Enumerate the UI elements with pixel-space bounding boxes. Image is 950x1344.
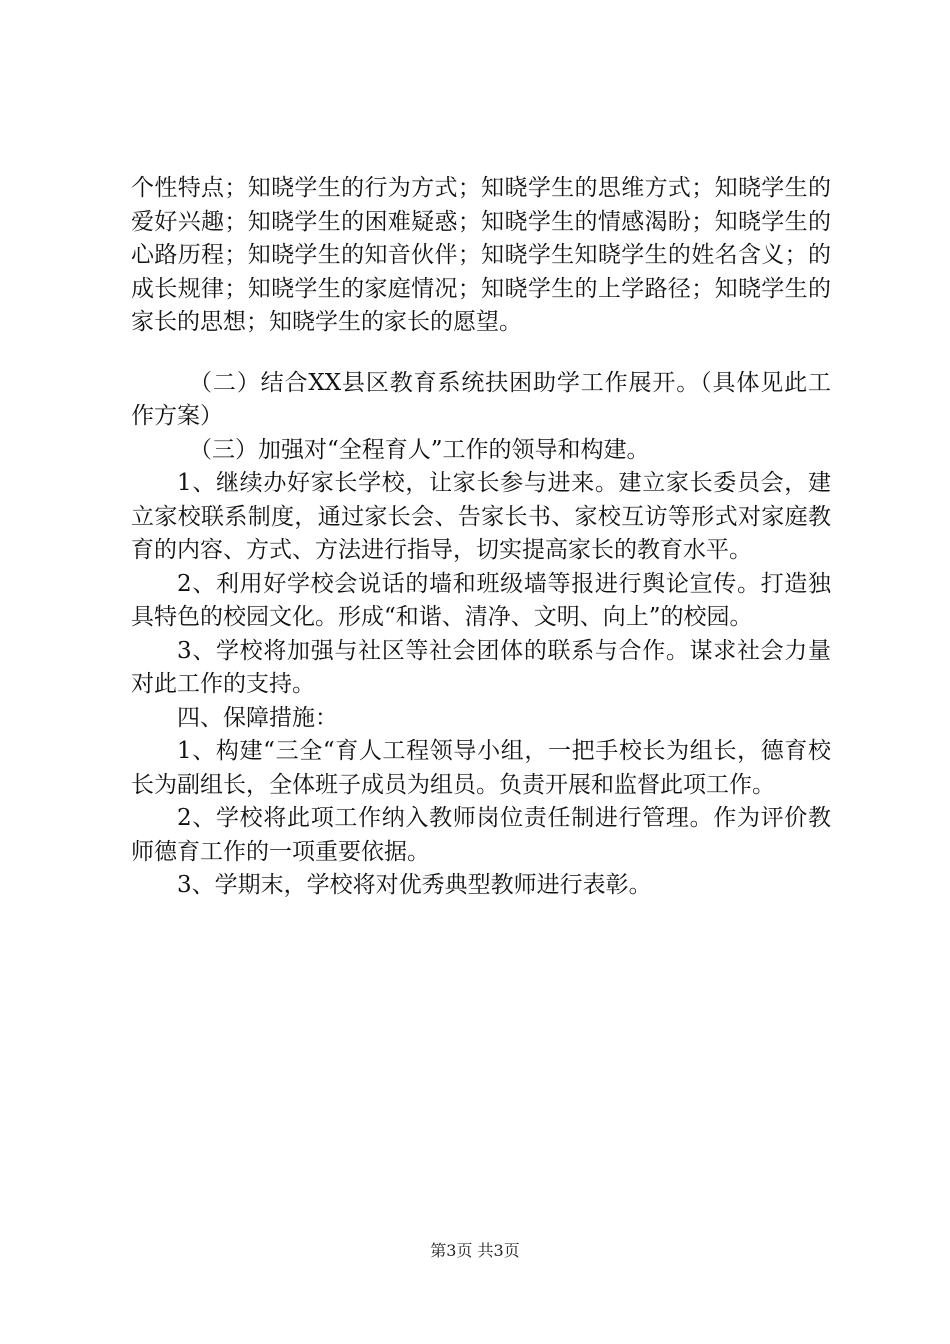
page-footer: 第3页 共3页: [430, 1241, 520, 1260]
list-item-1: 1、继续办好家长学校，让家长参与进来。建立家长委员会，建立家校联系制度，通过家长会、告家长书、家校互访等形式对家庭教育的内容、方式、方法进行指导，切实提高家长的教育水平。: [131, 470, 831, 563]
measure-item-3: 3、学期末，学校将对优秀典型教师进行表彰。: [177, 872, 652, 898]
section-heading-4: 四、保障措施：: [177, 704, 338, 731]
section-heading-3: （三）加强对“全程育人”工作的领导和构建。: [189, 436, 650, 463]
section-heading-2: （二）结合XX县区教育系统扶困助学工作展开。（具体见此工作方案）: [131, 369, 831, 429]
list-item-3: 3、学校将加强与社区等社会团体的联系与合作。谋求社会力量对此工作的支持。: [131, 637, 831, 697]
document-body: [131, 172, 831, 903]
list-item-2: 2、利用好学校会说话的墙和班级墙等报进行舆论宣传。打造独具特色的校园文化。形成“和谐、清净、文明、向上”的校园。: [131, 570, 831, 630]
paragraph-student-knowledge: 个性特点；知晓学生的行为方式；知晓学生的思维方式；知晓学生的爱好兴趣；知晓学生的困难疑惑；知晓学生的情感渴盼；知晓学生的心路历程；知晓学生的知音伙伴；知晓学生知晓学生的姓名含义；的成长规律；知晓学生的家庭情况；知晓学生的上学路径；知晓学生的家长的思想；知晓学生的家长的愿望。: [131, 175, 831, 335]
measure-item-2: 2、学校将此项工作纳入教师岗位责任制进行管理。作为评价教师德育工作的一项重要依据。: [131, 805, 831, 865]
measure-item-1: 1、构建“三全“育人工程领导小组，一把手校长为组长，德育校长为副组长，全体班子成员为组员。负责开展和监督此项工作。: [131, 738, 831, 798]
paragraph-gap: [131, 340, 831, 367]
